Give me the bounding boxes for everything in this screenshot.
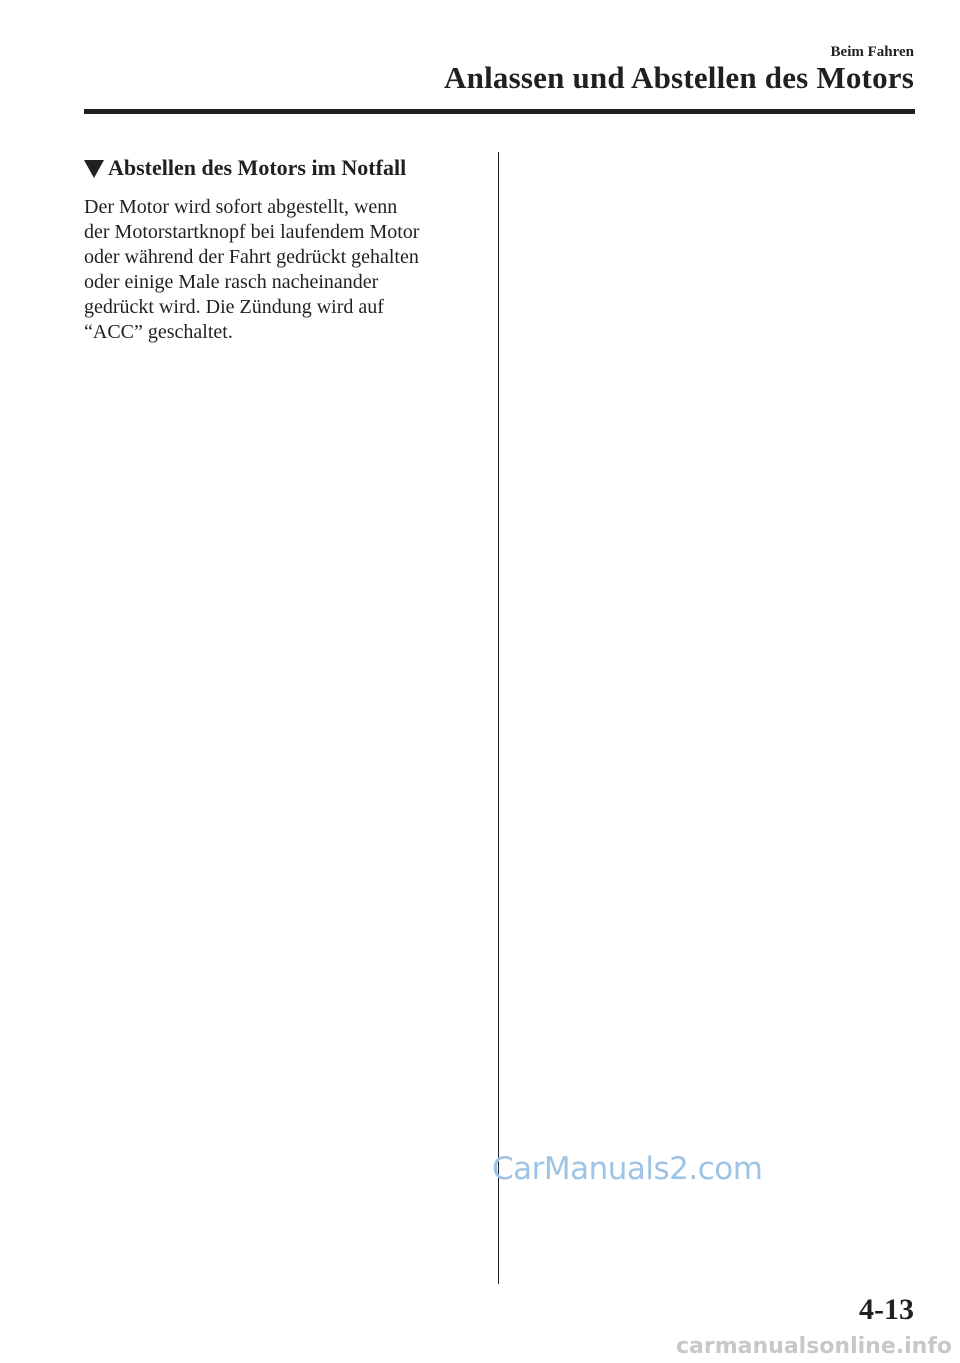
- body-line: gedrückt wird. Die Zündung wird auf: [84, 296, 384, 318]
- body-paragraph: [84, 195, 484, 345]
- watermark: CarManuals2.com: [492, 1151, 763, 1187]
- section-heading-text: Abstellen des Motors im Notfall: [108, 155, 407, 180]
- header-rule: [84, 109, 915, 114]
- left-column: [84, 155, 484, 345]
- page-title: Anlassen und Abstellen des Motors: [444, 60, 914, 95]
- body-line: “ACC” geschaltet.: [84, 321, 233, 343]
- triangle-down-icon: [84, 160, 104, 178]
- section-heading: [84, 155, 484, 181]
- body-line: der Motorstartknopf bei laufendem Motor: [84, 221, 420, 243]
- body-line: oder einige Male rasch nacheinander: [84, 271, 379, 293]
- footer-watermark: carmanualsonline.info: [676, 1334, 952, 1359]
- body-line: Der Motor wird sofort abgestellt, wenn: [84, 196, 398, 218]
- header-section-label: Beim Fahren: [830, 44, 914, 60]
- column-divider: [498, 152, 499, 1284]
- page-number: 4-13: [859, 1293, 914, 1326]
- body-line: oder während der Fahrt gedrückt gehalten: [84, 246, 419, 268]
